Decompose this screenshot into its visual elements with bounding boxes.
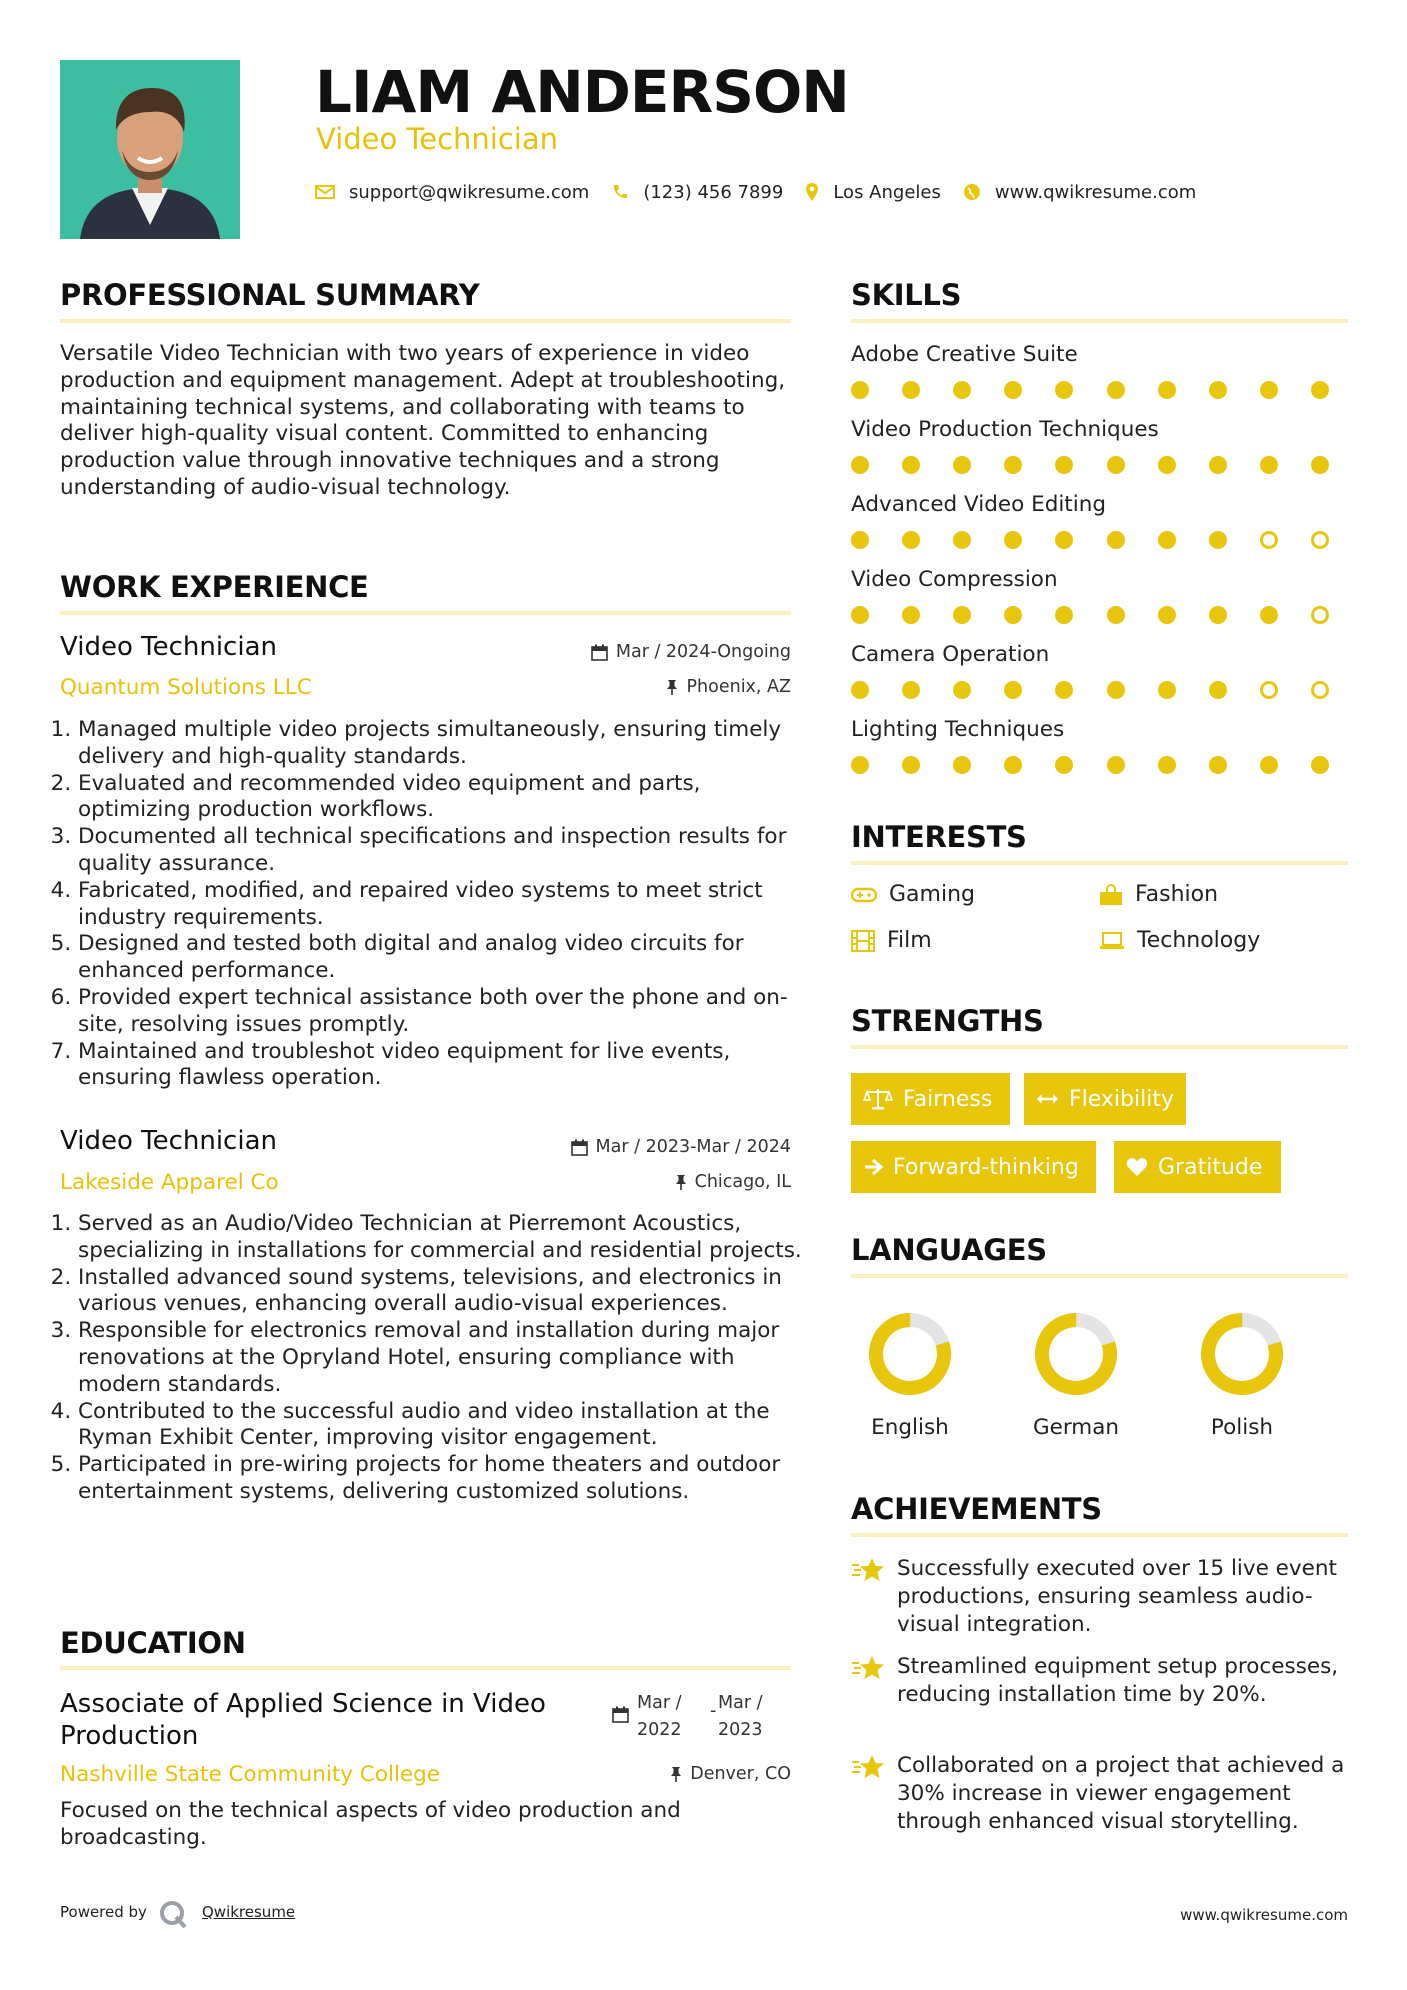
language-donut: [865, 1309, 955, 1399]
phone-text: (123) 456 7899: [643, 181, 784, 203]
education-end-year: 2023: [718, 1720, 763, 1740]
skill-name: Advanced Video Editing: [851, 492, 1106, 517]
rating-dot-filled: [1158, 456, 1176, 474]
rating-dot-filled: [953, 681, 971, 699]
rating-dot-filled: [1209, 681, 1227, 699]
skill-name: Camera Operation: [851, 642, 1050, 667]
interests-divider: [851, 861, 1348, 865]
experience-divider: [60, 611, 791, 615]
list-item: 6. Provided expert technical assistance both over the phone and on-site, resolving issues promptly.: [78, 985, 811, 1039]
languages-divider: [851, 1274, 1348, 1278]
interest-gaming: [851, 882, 975, 907]
strength-label: Fairness: [903, 1086, 993, 1112]
strengths-heading: STRENGTHS: [851, 1004, 1044, 1038]
location-text: Los Angeles: [833, 181, 941, 203]
rating-dot-filled: [851, 606, 869, 624]
rating-dot-filled: [1107, 381, 1125, 399]
rating-dot-filled: [953, 381, 971, 399]
skill-rating: [851, 756, 1329, 774]
strength-label: Gratitude: [1158, 1154, 1263, 1180]
map-pin-icon: [805, 182, 819, 202]
rating-dot-filled: [1209, 606, 1227, 624]
rating-dot-filled: [1004, 531, 1022, 549]
gamepad-icon: [851, 887, 877, 903]
donut-fill: [1033, 1311, 1119, 1397]
envelope-icon: [315, 184, 335, 200]
contact-bar: [315, 178, 1218, 206]
education-end-month: Mar /: [718, 1693, 763, 1713]
rating-dot-filled: [1260, 606, 1278, 624]
rating-dot-empty: [1260, 531, 1278, 549]
interest-label: Fashion: [1135, 882, 1219, 907]
candidate-name: LIAM ANDERSON: [315, 58, 849, 126]
rating-dot-filled: [1055, 756, 1073, 774]
rating-dot-filled: [1004, 681, 1022, 699]
education-end: [718, 1690, 763, 1744]
rating-dot-filled: [1311, 456, 1329, 474]
rating-dot-filled: [1004, 606, 1022, 624]
list-item: 3. Documented all technical specifications and inspection results for quality assurance.: [78, 824, 811, 878]
pushpin-icon: [666, 679, 678, 696]
brand-link[interactable]: Qwikresume: [202, 1903, 296, 1921]
skill-rating: [851, 606, 1329, 624]
achievement-text: Streamlined equipment setup processes, reducing installation time by 20%.: [897, 1654, 1339, 1707]
qwikresume-logo-icon: [158, 1899, 188, 1929]
rating-dot-filled: [1311, 381, 1329, 399]
rating-dot-filled: [1158, 756, 1176, 774]
rating-dot-filled: [1055, 381, 1073, 399]
rating-dot-filled: [1260, 456, 1278, 474]
rating-dot-filled: [902, 381, 920, 399]
heart-icon: [1126, 1157, 1148, 1177]
strength-label: Forward-thinking: [893, 1154, 1079, 1180]
rating-dot-filled: [1055, 606, 1073, 624]
job-1-bullets: [60, 717, 811, 1092]
film-icon: [851, 930, 875, 952]
contact-website[interactable]: [963, 182, 1196, 203]
laptop-icon: [1099, 931, 1125, 951]
rating-dot-filled: [953, 756, 971, 774]
skills-heading: SKILLS: [851, 278, 962, 312]
job-2-title: Video Technician: [60, 1126, 277, 1156]
email-text: support@qwikresume.com: [349, 181, 590, 203]
interests-heading: INTERESTS: [851, 820, 1027, 854]
rating-dot-filled: [1158, 606, 1176, 624]
rating-dot-filled: [1209, 531, 1227, 549]
rating-dot-filled: [1055, 456, 1073, 474]
education-divider: [60, 1666, 791, 1670]
job-1-dates-text: Mar / 2024-Ongoing: [615, 642, 791, 662]
list-item: 5. Participated in pre-wiring projects for home theaters and outdoor entertainment systems, delivering customized solutions.: [78, 1452, 811, 1506]
pushpin-icon: [670, 1766, 682, 1783]
strength-forward-thinking: [851, 1141, 1096, 1193]
website-text: www.qwikresume.com: [994, 181, 1197, 203]
rating-dot-filled: [953, 606, 971, 624]
achievements-heading: ACHIEVEMENTS: [851, 1492, 1102, 1526]
achievements-divider: [851, 1533, 1348, 1537]
rating-dot-filled: [1158, 681, 1176, 699]
star-icon: [851, 1655, 885, 1681]
education-degree: Associate of Applied Science in Video Production: [60, 1689, 546, 1751]
language-donut: [1197, 1309, 1287, 1399]
strength-label: Flexibility: [1069, 1086, 1174, 1112]
list-item: 4. Contributed to the successful audio and video installation at the Ryman Exhibit Center, improving visitor engagement.: [78, 1399, 811, 1453]
list-item: 2. Installed advanced sound systems, televisions, and electronics in various venues, enhancing overall audio-visual experiences.: [78, 1265, 811, 1319]
language-name: German: [1032, 1415, 1120, 1440]
donut-fill: [867, 1311, 953, 1397]
contact-email[interactable]: [315, 182, 589, 203]
rating-dot-filled: [851, 456, 869, 474]
education-start-month: Mar /: [637, 1693, 682, 1713]
list-item: 3. Responsible for electronics removal and installation during major renovations at the Opryland Hotel, ensuring compliance with modern standards.: [78, 1318, 811, 1398]
summary-text: Versatile Video Technician with two years of experience in video production and equipment management. Adept at troubleshooting, maintaining technical systems, and collaborating with teams to deliver high-quality visual content. Committed to enhancing production value through innovative techniques and a strong understanding of audio-visual technology.: [60, 341, 786, 500]
skill-rating: [851, 681, 1329, 699]
calendar-icon: [571, 1139, 588, 1156]
language-name: English: [871, 1415, 949, 1440]
education-school: Nashville State Community College: [60, 1762, 441, 1787]
job-2-company: Lakeside Apparel Co: [60, 1170, 279, 1195]
strengths-divider: [851, 1045, 1348, 1049]
job-1-title: Video Technician: [60, 632, 277, 662]
rating-dot-empty: [1311, 606, 1329, 624]
interest-label: Film: [887, 928, 932, 953]
contact-phone[interactable]: [611, 182, 783, 203]
rating-dot-filled: [851, 531, 869, 549]
job-2-bullets: [60, 1211, 811, 1506]
star-icon: [851, 1557, 885, 1583]
rating-dot-filled: [1158, 531, 1176, 549]
education-start-year: 2022: [637, 1720, 682, 1740]
job-1-location-text: Phoenix, AZ: [686, 677, 791, 697]
strength-gratitude: [1114, 1141, 1281, 1193]
rating-dot-filled: [902, 531, 920, 549]
date-separator: -: [710, 1701, 717, 1721]
job-2-dates-text: Mar / 2023-Mar / 2024: [595, 1137, 791, 1157]
rating-dot-filled: [851, 381, 869, 399]
rating-dot-filled: [851, 756, 869, 774]
powered-by-label: Powered by: [60, 1903, 147, 1921]
interest-fashion: [1099, 882, 1218, 907]
skill-name: Lighting Techniques: [851, 717, 1065, 742]
strength-fairness: [851, 1073, 1010, 1125]
rating-dot-filled: [1107, 681, 1125, 699]
rating-dot-filled: [1055, 681, 1073, 699]
education-start: [637, 1690, 682, 1744]
languages-heading: LANGUAGES: [851, 1233, 1047, 1267]
rating-dot-filled: [953, 456, 971, 474]
list-item: 7. Maintained and troubleshot video equipment for live events, ensuring flawless operation.: [78, 1039, 811, 1093]
calendar-icon: [591, 644, 608, 661]
achievement-3: [851, 1752, 1352, 1836]
education-heading: EDUCATION: [60, 1626, 246, 1660]
skill-name: Video Production Techniques: [851, 417, 1159, 442]
job-1-dates: [500, 642, 791, 662]
phone-icon: [611, 183, 629, 201]
job-2-location: [500, 1172, 791, 1192]
star-icon: [851, 1754, 885, 1780]
education-description: Focused on the technical aspects of video production and broadcasting.: [60, 1798, 681, 1850]
achievement-2: [851, 1653, 1352, 1709]
rating-dot-filled: [1209, 456, 1227, 474]
rating-dot-filled: [1158, 381, 1176, 399]
rating-dot-filled: [902, 756, 920, 774]
job-2-dates: [470, 1137, 791, 1157]
skill-name: Video Compression: [851, 567, 1058, 592]
interest-label: Gaming: [889, 882, 975, 907]
rating-dot-filled: [1004, 456, 1022, 474]
language-name: Polish: [1210, 1415, 1274, 1440]
summary-heading: PROFESSIONAL SUMMARY: [60, 278, 480, 312]
education-location: [560, 1764, 791, 1784]
rating-dot-filled: [953, 531, 971, 549]
rating-dot-filled: [1260, 756, 1278, 774]
rating-dot-filled: [902, 681, 920, 699]
profile-photo: [60, 60, 240, 239]
job-2-location-text: Chicago, IL: [694, 1172, 791, 1192]
rating-dot-filled: [1209, 381, 1227, 399]
list-item: 4. Fabricated, modified, and repaired video systems to meet strict industry requirements.: [78, 878, 811, 932]
bag-icon: [1099, 884, 1123, 906]
contact-location: [805, 182, 941, 203]
achievement-text: Successfully executed over 15 live event productions, ensuring seamless audio-visual integration.: [897, 1556, 1337, 1637]
experience-heading: WORK EXPERIENCE: [60, 570, 369, 604]
rating-dot-filled: [902, 456, 920, 474]
list-item: 1. Served as an Audio/Video Technician at Pierremont Acoustics, specializing in installations for commercial and residential projects.: [78, 1211, 811, 1265]
rating-dot-filled: [1107, 606, 1125, 624]
job-1-company: Quantum Solutions LLC: [60, 675, 312, 700]
rating-dot-filled: [1107, 531, 1125, 549]
rating-dot-filled: [1107, 456, 1125, 474]
footer-website[interactable]: www.qwikresume.com: [1180, 1906, 1348, 1924]
summary-divider: [60, 319, 791, 323]
rating-dot-filled: [1107, 756, 1125, 774]
calendar-icon: [612, 1706, 629, 1723]
donut-fill: [1199, 1311, 1285, 1397]
education-location-text: Denver, CO: [690, 1764, 791, 1784]
rating-dot-filled: [1004, 756, 1022, 774]
list-item: 2. Evaluated and recommended video equipment and parts, optimizing production workflows.: [78, 771, 811, 825]
rating-dot-filled: [851, 681, 869, 699]
candidate-title: Video Technician: [316, 122, 559, 156]
globe-icon: [963, 183, 981, 201]
interest-label: Technology: [1137, 928, 1261, 953]
achievement-1: [851, 1555, 1352, 1639]
rating-dot-empty: [1311, 531, 1329, 549]
rating-dot-filled: [1260, 381, 1278, 399]
arrows-horizontal-icon: [1036, 1092, 1059, 1106]
strength-flexibility: [1024, 1073, 1186, 1125]
list-item: 5. Designed and tested both digital and analog video circuits for enhanced performance.: [78, 931, 811, 985]
job-1-location: [500, 677, 791, 697]
skill-name: Adobe Creative Suite: [851, 342, 1078, 367]
interest-technology: [1099, 928, 1260, 953]
rating-dot-filled: [902, 606, 920, 624]
skill-rating: [851, 531, 1329, 549]
skills-divider: [851, 319, 1348, 323]
rating-dot-filled: [1055, 531, 1073, 549]
rating-dot-empty: [1311, 681, 1329, 699]
rating-dot-filled: [1311, 756, 1329, 774]
skill-rating: [851, 381, 1329, 399]
pushpin-icon: [675, 1174, 687, 1191]
language-donut: [1031, 1309, 1121, 1399]
interest-film: [851, 928, 932, 953]
skill-rating: [851, 456, 1329, 474]
achievement-text: Collaborated on a project that achieved a 30% increase in viewer engagement through enhanced visual storytelling.: [897, 1753, 1345, 1834]
list-item: 1. Managed multiple video projects simultaneously, ensuring timely delivery and high-quality standards.: [78, 717, 811, 771]
rating-dot-empty: [1260, 681, 1278, 699]
rating-dot-filled: [1209, 756, 1227, 774]
rating-dot-filled: [1004, 381, 1022, 399]
balance-scale-icon: [863, 1087, 893, 1111]
arrow-right-icon: [863, 1158, 883, 1176]
